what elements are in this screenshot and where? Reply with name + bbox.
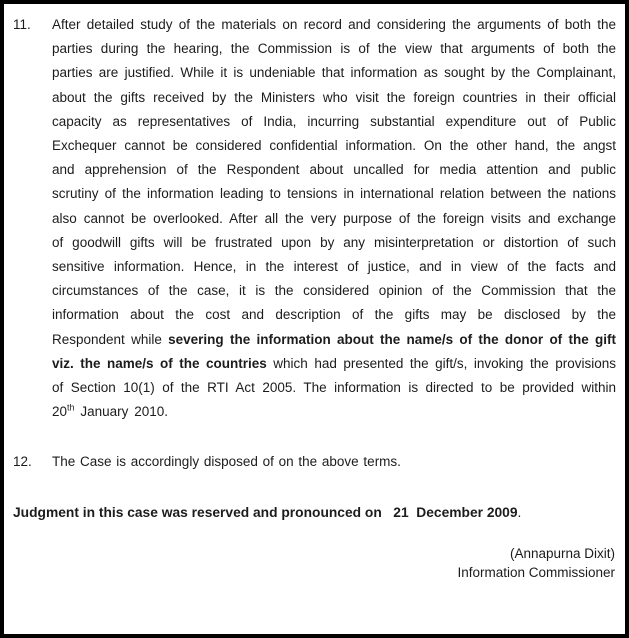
paragraph-11-text <box>52 13 616 424</box>
signatory-name: (Annapurna Dixit) <box>509 545 615 561</box>
judgment-pronouncement-period: . <box>517 504 522 520</box>
signature-block <box>13 544 616 583</box>
paragraph-11-number: 11. <box>13 17 31 32</box>
paragraph-11-text-lead: After detailed study of the materials on record and considering the arguments of both the parties during the hearing, the Commission is of the view that arguments of both the parties are justified. While it is undeniable that information as sought by the Complainant, about the gifts received by the Ministers who visit the foreign countries in their official capacity as representatives of India, incurring substantial expenditure out of Public Exchequer cannot be considered confidential information. On the other hand, the angst and apprehension of the Respondent about uncalled for media attention and public scrutiny of the information leading to tensions in international relation between the nations also cannot be overlooked. After all the very purpose of the foreign visits and exchange of goodwill gifts will be frustrated upon by any misinterpretation or distortion of such sensitive information. Hence, in the interest of justice, and in view of the facts and circumstances of the case, it is the considered opinion of the Commission that the information about the cost and description of the gifts may be disclosed by the Respondent while <box>52 17 616 347</box>
paragraph-11-text-end: January 2010. <box>74 404 169 420</box>
paragraph-11-bold-severing-clause: severing the information about the name/s of the donor of the gift viz. the name/s of the countries <box>52 331 616 371</box>
paragraph-12 <box>13 450 616 474</box>
judgment-pronouncement-line <box>13 503 616 523</box>
paragraph-11 <box>13 13 616 424</box>
paragraph-12-number: 12. <box>13 454 32 470</box>
signatory-title: Information Commissioner <box>457 565 615 581</box>
paragraph-11-text-tail: which had presented the gift/s, invoking the provisions of Section 10(1) of the RTI Act 2005. The information is directed to be provided within 20 <box>52 355 616 420</box>
paragraph-12-text: The Case is accordingly disposed of on the above terms. <box>52 454 401 470</box>
ordinal-superscript: th <box>67 402 75 413</box>
judgment-pronouncement-bold: Judgment in this case was reserved and pronounced on 21 December 2009 <box>13 504 518 520</box>
